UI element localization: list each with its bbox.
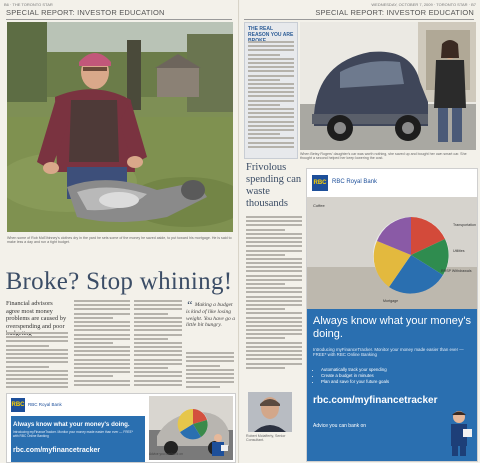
ad-bullet-1: • Automatically track your spending: [321, 367, 389, 373]
main-photo-caption: When some of Rob McElhinney's clothes dry in the yard he sets some of the money he saved aside, to put toward his mortgage. He is said to make less a day and run a tight budget.: [7, 236, 232, 245]
ad-right-bullets: [313, 367, 389, 385]
left-newspaper-page: [0, 0, 239, 463]
rbc-logo-left: RBC: [11, 398, 25, 412]
ad-right-advice: Advice you can bank on: [313, 423, 367, 429]
consultant-headshot: [248, 392, 292, 432]
smart-car-photo-caption: When Betsy Rogers' daughter's car was worth nothing, she saved up and bought her own smart car. She thought a second helped her keep lowering the cost.: [300, 152, 467, 161]
article-deck: Financial advisors agree most money problems are caused by overspending and poor: [6, 300, 67, 330]
article-body-col-2: [74, 300, 130, 390]
sidebar-box: [244, 22, 298, 159]
ad-right-mascot-icon: [445, 409, 473, 457]
pull-quote: [186, 298, 236, 329]
article-body-col-3: [134, 300, 182, 390]
left-top-rule: [6, 19, 232, 20]
article-body-col-4: [186, 352, 234, 390]
rbc-royal-bank-right: RBC Royal Bank: [332, 179, 378, 185]
main-photo-man-with-dog: [7, 22, 233, 232]
right-top-rule: [244, 19, 474, 20]
right-newspaper-page: [240, 0, 480, 463]
ad-left-fineprint: Introducing myFinanceTracker. Monitor your money made easier than ever — FREE* with RBC Online Banking: [13, 430, 133, 438]
pull-quote-mark: “: [186, 298, 193, 312]
article-body-col-1: [6, 332, 68, 390]
pie-label-utilities: Utilities: [453, 249, 465, 253]
smart-car-illustration: [300, 22, 476, 150]
pie-label-coffee: Coffee: [313, 203, 325, 208]
sidebar-title: THE REAL REASON YOU ARE: [248, 26, 294, 38]
rbc-ad-left[interactable]: [6, 393, 236, 463]
right-section-label: SPECIAL REPORT: INVESTOR EDUCATION: [315, 8, 474, 17]
ad-right-fineprint: Introducing myFinanceTracker. Monitor your money made easier than ever — FREE* with RBC Online Banking: [313, 347, 464, 358]
ad-right-tagline: Always know what your money's doing.: [313, 315, 471, 340]
pie-label-transportation: Transportation: [453, 223, 477, 227]
ad-left-url[interactable]: rbc.com/myfinancetracker: [13, 447, 101, 454]
ad-right-url[interactable]: rbc.com/myfinancetracker: [313, 395, 438, 406]
ad-left-mascot-icon: [207, 432, 229, 458]
frivolous-spending-headline: Frivolous spending can waste thousands: [246, 162, 302, 209]
main-headline: Broke? Stop whining!: [5, 268, 233, 295]
rbc-logo-right: RBC: [312, 175, 328, 191]
right-body-col-1: [246, 216, 302, 386]
rbc-ad-right[interactable]: [306, 168, 478, 462]
ad-bullet-3: • Plan and save for your future goals: [321, 379, 389, 385]
main-photo-illustration: [7, 22, 233, 232]
ad-left-tagline: Always know what your money's doing.: [13, 421, 130, 428]
sidebar-text: [248, 41, 294, 155]
right-folio: WEDNESDAY, OCTOBER 7, 2009 · TORONTO STAR · B7: [371, 2, 476, 7]
smart-car-photo: [300, 22, 476, 150]
ad-left-advice: Advice you can bank on: [149, 452, 183, 456]
left-section-label: SPECIAL REPORT: INVESTOR EDUCATION: [6, 8, 165, 17]
headshot-caption: Robert Mclafferty, Senior Consultant.: [246, 434, 286, 443]
ad-bullet-2: • Create a budget in minutes: [321, 373, 389, 379]
pie-label-mortgage: Mortgage: [383, 299, 399, 303]
pull-quote-text: Making a budget is kind of like losing weight. You have go a little bit hungry.: [186, 302, 236, 329]
left-folio: B6 · THE TORONTO STAR: [4, 2, 53, 7]
rbc-royal-bank-left: RBC Royal Bank: [28, 402, 62, 407]
ad-right-spending-pie-visual: [307, 197, 477, 309]
pie-label-rrsp: RRSP Withdrawals: [441, 269, 472, 273]
